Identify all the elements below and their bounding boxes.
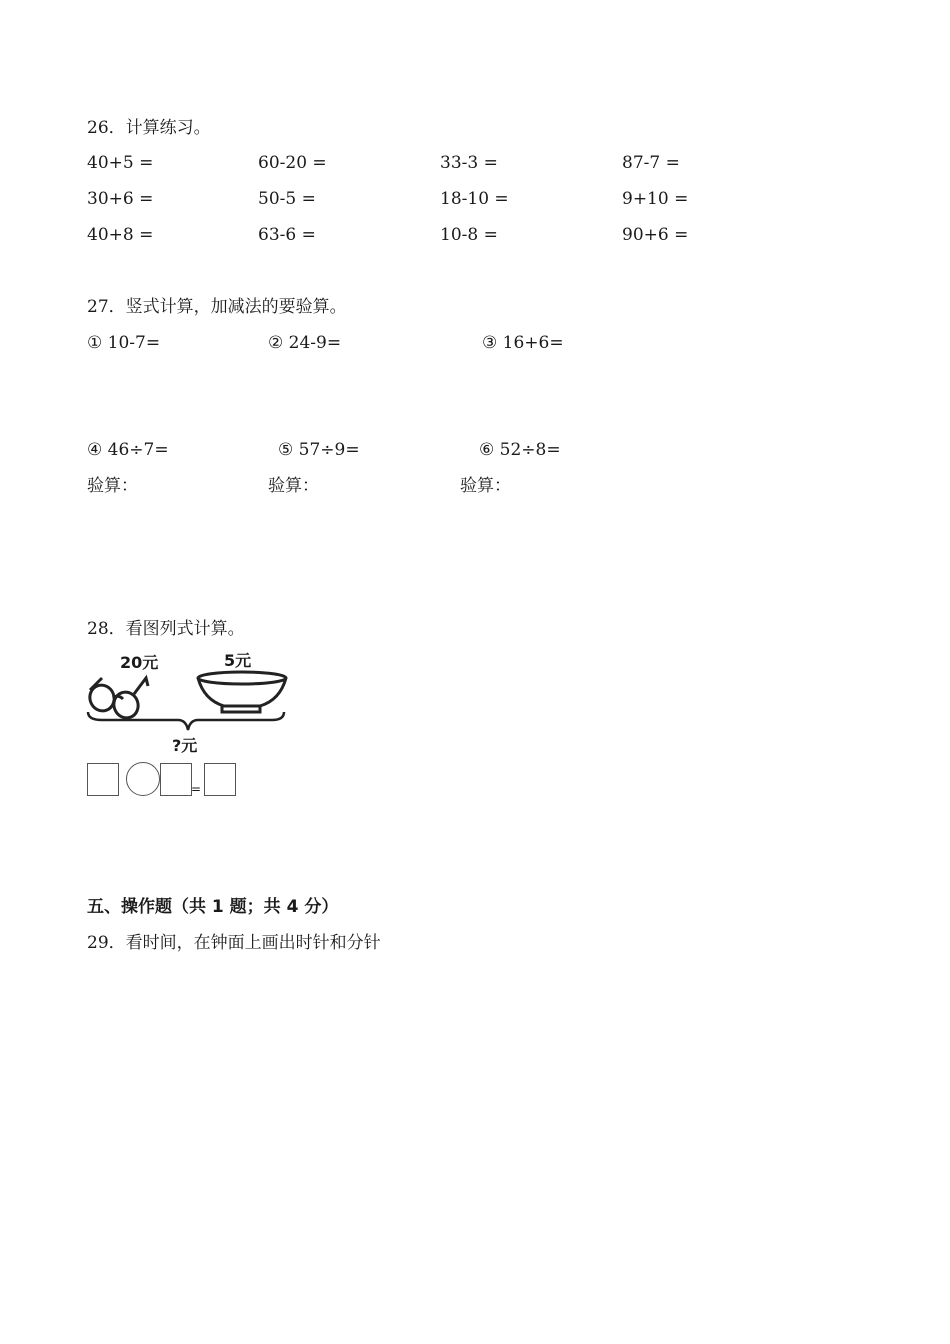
equals-sign: = bbox=[191, 782, 202, 796]
q26-r1-c1: 40+5 = bbox=[87, 153, 154, 173]
q27-item-5: ⑤ 57÷9= bbox=[278, 440, 360, 460]
q27-item-2: ② 24-9= bbox=[268, 333, 342, 353]
q27-check-2: 验算： bbox=[268, 476, 319, 496]
q28-title: 28．看图列式计算。 bbox=[87, 619, 245, 639]
q26-r2-c4: 9+10 = bbox=[622, 189, 689, 209]
q27-check-3: 验算： bbox=[460, 476, 511, 496]
q26-r3-c1: 40+8 = bbox=[87, 225, 154, 245]
answer-box-1[interactable] bbox=[87, 763, 119, 796]
glasses-icon bbox=[86, 678, 148, 721]
q27-item-3: ③ 16+6= bbox=[482, 333, 564, 353]
q26-r3-c3: 10-8 = bbox=[440, 225, 498, 245]
q26-r1-c3: 33-3 = bbox=[440, 153, 498, 173]
glasses-price: 20元 bbox=[120, 653, 159, 672]
section-heading: 五、操作题（共 1 题；共 4 分） bbox=[87, 897, 339, 917]
q26-r2-c1: 30+6 = bbox=[87, 189, 154, 209]
q26-r2-c2: 50-5 = bbox=[258, 189, 316, 209]
q26-r3-c4: 90+6 = bbox=[622, 225, 689, 245]
q26-r2-c3: 18-10 = bbox=[440, 189, 509, 209]
q27-item-1: ① 10-7= bbox=[87, 333, 161, 353]
q26-r1-c2: 60-20 = bbox=[258, 153, 327, 173]
q27-title: 27．竖式计算，加减法的要验算。 bbox=[87, 297, 347, 317]
q26-r3-c2: 63-6 = bbox=[258, 225, 316, 245]
q27-item-6: ⑥ 52÷8= bbox=[479, 440, 561, 460]
bowl-price: 5元 bbox=[224, 651, 252, 670]
bowl-icon bbox=[198, 672, 286, 712]
q29-title: 29．看时间，在钟面上画出时针和分针 bbox=[87, 933, 381, 953]
total-price: ?元 bbox=[172, 736, 198, 755]
operator-circle[interactable] bbox=[126, 762, 160, 796]
answer-box-3[interactable] bbox=[204, 763, 236, 796]
q26-r1-c4: 87-7 = bbox=[622, 153, 680, 173]
answer-box-2[interactable] bbox=[160, 763, 192, 796]
q27-check-1: 验算： bbox=[87, 476, 138, 496]
q27-item-4: ④ 46÷7= bbox=[87, 440, 169, 460]
q26-title: 26．计算练习。 bbox=[87, 118, 211, 138]
